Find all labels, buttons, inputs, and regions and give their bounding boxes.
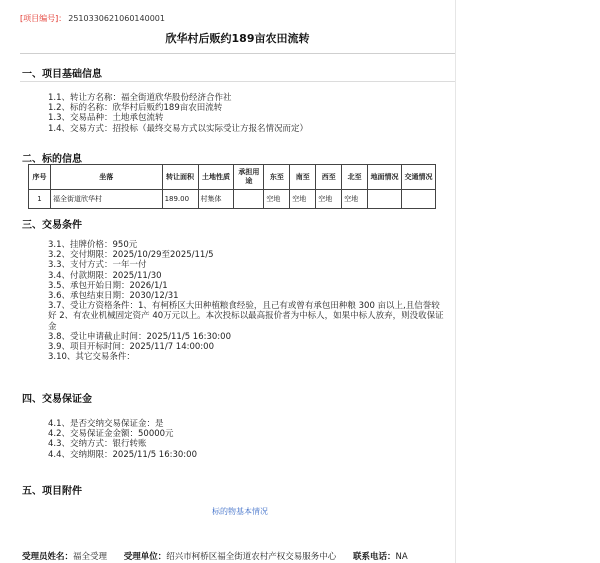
handler-label: 受理员姓名：: [22, 552, 74, 562]
section-attachment-heading: 五、项目附件: [22, 486, 82, 497]
condition-item: 3.3、支付方式：一年一付: [48, 260, 147, 271]
title-divider: [20, 53, 455, 54]
footer-contact: [22, 550, 408, 562]
col-header-west: 西至: [316, 165, 342, 190]
unit-label: 受理单位：: [123, 552, 167, 562]
condition-item: 3.2、交付期限：2025/10/29至2025/11/5: [48, 250, 214, 261]
cell-traffic: [402, 190, 436, 209]
col-header-south: 南至: [290, 165, 316, 190]
basic-info-item: 1.2、标的名称：欣华村后贩约189亩农田流转: [48, 103, 223, 114]
col-header-location: 坐落: [50, 165, 162, 190]
project-number-label: [项目编号]：: [20, 14, 67, 23]
basic-info-item: 1.4、交易方式：招投标（最终交易方式以实际受让方报名情况而定）: [48, 123, 309, 134]
deposit-item: 4.3、交纳方式：银行转账: [48, 439, 147, 450]
col-header-north: 北至: [342, 165, 368, 190]
condition-item-qualification: 3.7、受让方资格条件：1、有柯桥区大田种植粮食经验，且己有或曾有承包田种粮 300 亩以上,且信誉较好 2、有农业机械固定资产 40万元以上。本次投标以最高报价者为中标人，如果中标人放弃，则没收保证金: [48, 301, 444, 332]
table-row: [29, 190, 436, 209]
handler-value: 福全受理: [73, 552, 108, 562]
condition-item: 3.4、付款期限：2025/11/30: [48, 270, 162, 281]
section-divider: [20, 81, 455, 82]
deposit-list: [48, 419, 197, 460]
col-header-land-nature: 土地性质: [198, 165, 234, 190]
cell-west: 空地: [316, 190, 342, 209]
col-header-area: 转让面积: [162, 165, 198, 190]
cell-east: 空地: [264, 190, 290, 209]
deposit-item: 4.4、交纳期限：2025/11/5 16:30:00: [48, 449, 197, 460]
condition-item: 3.1、挂牌价格：950元: [48, 240, 138, 250]
conditions-list: [48, 240, 448, 362]
basic-info-item: 1.3、交易品种：土地承包流转: [48, 113, 164, 124]
basic-info-list: [48, 93, 308, 134]
section-deposit-heading: 四、交易保证金: [22, 394, 92, 405]
deposit-item: 4.2、交易保证金金额：50000元: [48, 429, 174, 440]
section-basic-info-heading: 一、项目基础信息: [22, 69, 102, 80]
condition-item: 3.5、承包开始日期：2026/1/1: [48, 280, 168, 291]
project-number-value: 2510330621060140001: [68, 14, 165, 23]
cell-usage: [234, 190, 264, 209]
section-target-info-heading: 二、标的信息: [22, 154, 82, 165]
condition-item: 3.6、承包结束日期：2030/12/31: [48, 291, 179, 302]
cell-location: 福全街道欣华村: [50, 190, 162, 209]
condition-item: 3.9、项目开标时间：2025/11/7 14:00:00: [48, 342, 214, 353]
cell-index: 1: [29, 190, 51, 209]
condition-item: 3.8、受让申请截止时间：2025/11/5 16:30:00: [48, 331, 231, 342]
content-divider: [455, 0, 456, 563]
col-header-index: 序号: [29, 165, 51, 190]
col-header-east: 东至: [264, 165, 290, 190]
cell-south: 空地: [290, 190, 316, 209]
cell-area: 189.00: [162, 190, 198, 209]
cell-north: 空地: [342, 190, 368, 209]
condition-item: 3.10、其它交易条件：: [48, 352, 135, 363]
unit-value: 绍兴市柯桥区福全街道农村产权交易服务中心: [166, 552, 337, 562]
table-header-row: [29, 165, 436, 190]
col-header-ground: 地面情况: [368, 165, 402, 190]
attachment-link[interactable]: 标的物基本情况: [212, 507, 268, 516]
cell-land-nature: 村集体: [198, 190, 234, 209]
target-info-table: [28, 164, 436, 209]
basic-info-item: 1.1、转让方名称：福全街道欣华股份经济合作社: [48, 93, 232, 103]
col-header-traffic: 交通情况: [402, 165, 436, 190]
deposit-item: 4.1、是否交纳交易保证金：是: [48, 419, 164, 429]
cell-ground: [368, 190, 402, 209]
section-conditions-heading: 三、交易条件: [22, 220, 82, 231]
page-title: 欣华村后贩约189亩农田流转: [165, 32, 310, 45]
col-header-usage: 承担用途: [234, 165, 264, 190]
project-number: [20, 13, 165, 24]
phone-label: 联系电话：: [352, 552, 396, 562]
phone-value: NA: [395, 552, 408, 562]
